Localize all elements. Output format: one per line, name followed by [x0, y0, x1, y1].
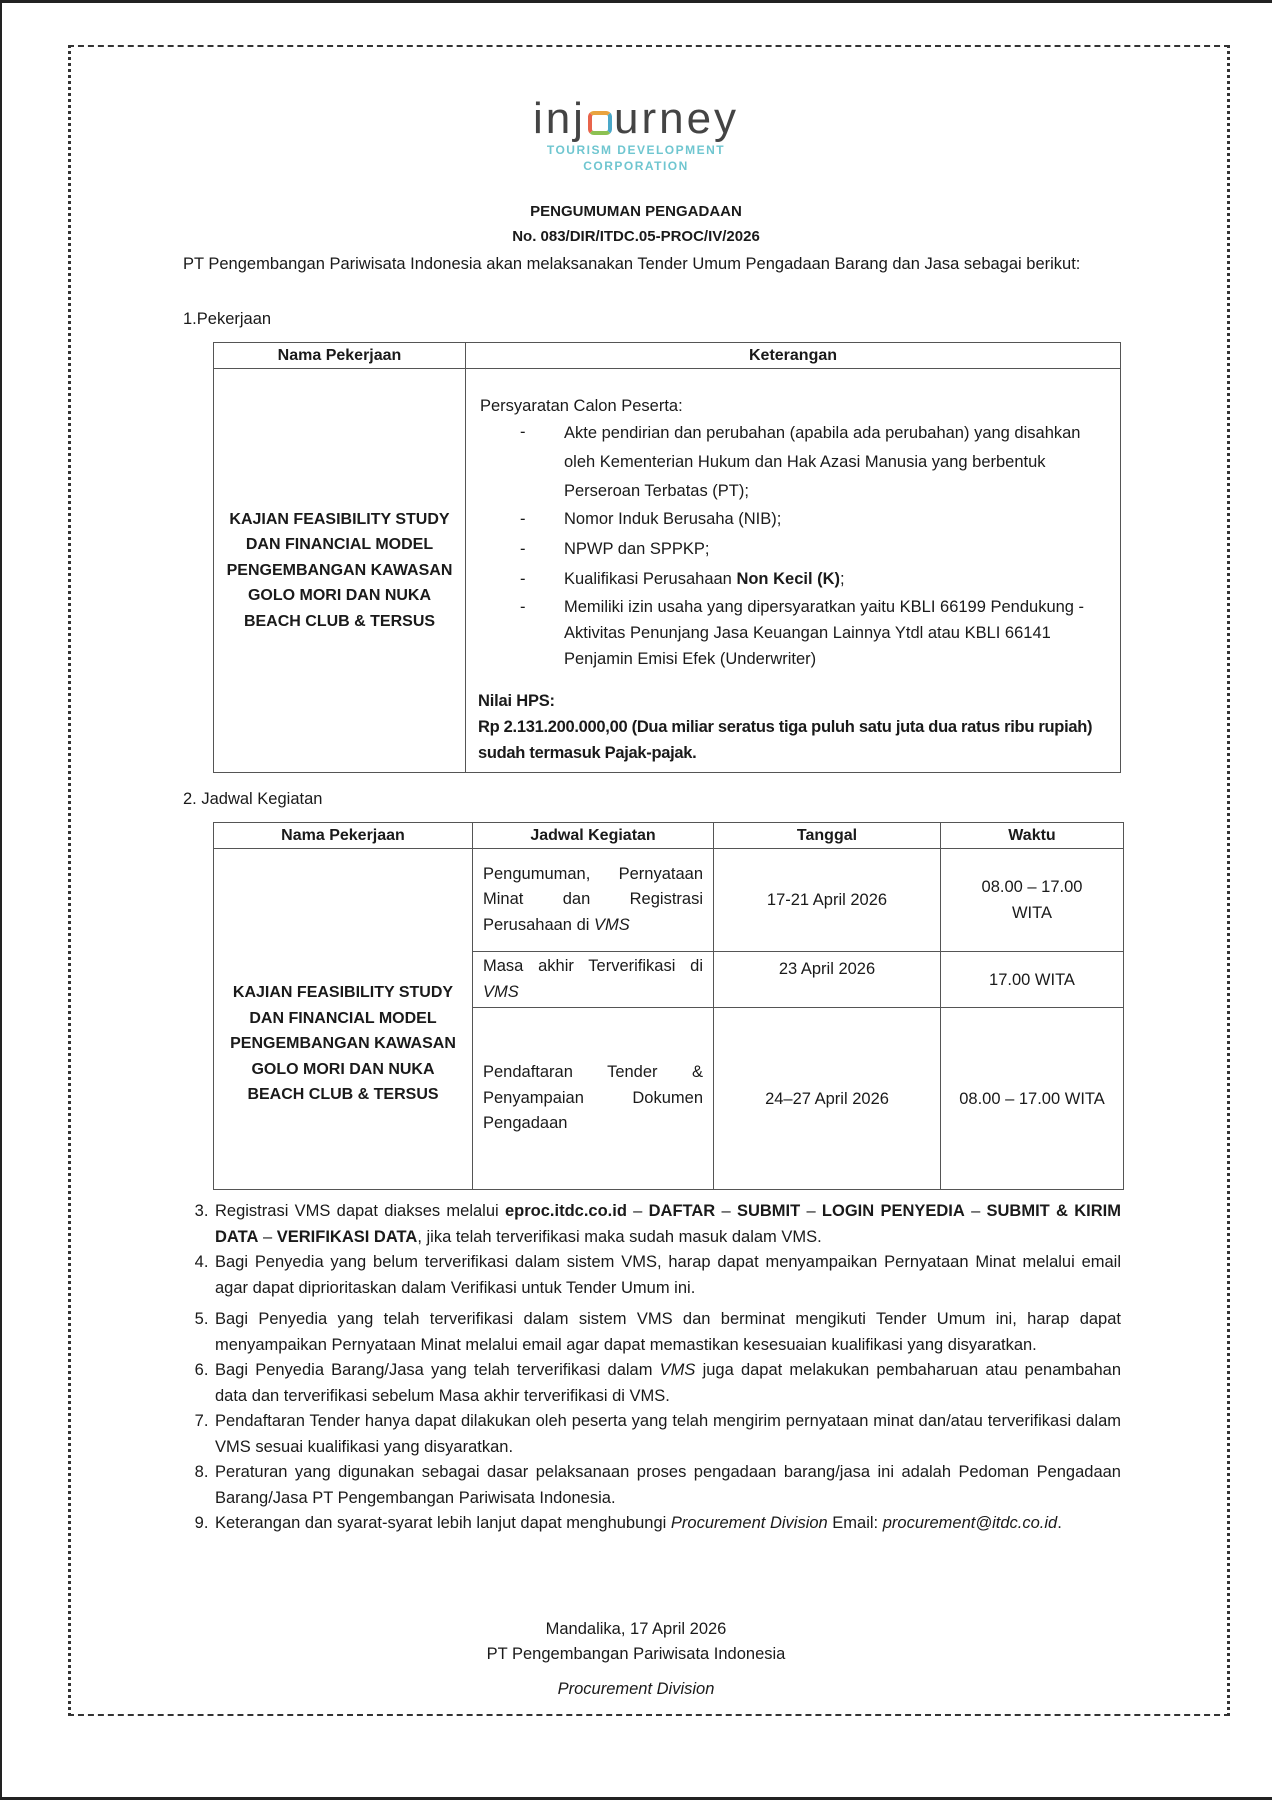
- activity: [473, 1008, 714, 1190]
- logo-subtitle-1: TOURISM DEVELOPMENT: [546, 143, 726, 157]
- date: 17-21 April 2026: [714, 849, 941, 952]
- signature-division: Procurement Division: [557, 1680, 715, 1698]
- requirement-item: [478, 566, 1108, 592]
- hps-label: Nilai HPS:: [478, 692, 555, 710]
- separator: –: [715, 1202, 737, 1220]
- requirement-item: [478, 594, 1108, 672]
- note-text: Keterangan dan syarat-syarat lebih lanjut dapat menghubungi: [215, 1514, 671, 1532]
- job-name: KAJIAN FEASIBILITY STUDY DAN FINANCIAL MODEL PENGEMBANGAN KAWASAN GOLO MORI DAN NUKA BEACH CLUB & TERSUS: [214, 369, 466, 773]
- requirements-heading: Persyaratan Calon Peserta:: [480, 397, 683, 415]
- bullet: -: [520, 423, 526, 441]
- note-text: Email:: [827, 1514, 883, 1532]
- activity-text: Masa akhir Terverifikasi di: [483, 957, 703, 975]
- logo-ring-icon: [588, 111, 612, 135]
- step-verifikasi: VERIFIKASI DATA: [276, 1227, 418, 1246]
- activity-vms: VMS: [483, 982, 519, 1001]
- header-waktu: Waktu: [941, 823, 1124, 849]
- notes-list: [183, 1199, 1121, 1537]
- header-keterangan: Keterangan: [466, 343, 1121, 369]
- note-4: 4. Bagi Penyedia yang belum terverifikasi dalam sistem VMS, harap dapat menyampaikan Pernyataan Minat melalui email agar dapat diprioritaskan dalam Verifikasi untuk Tender Umum ini.: [213, 1250, 1121, 1301]
- logo-wordmark-end: urney: [613, 94, 740, 143]
- date: 23 April 2026: [714, 952, 941, 1008]
- qualification-suffix: ;: [840, 570, 845, 588]
- activity: [473, 849, 714, 952]
- requirement-item: [478, 536, 1108, 562]
- qualification-value: Non Kecil (K): [736, 570, 841, 588]
- separator: –: [800, 1202, 822, 1220]
- activity-text: Pendaftaran Tender & Penyampaian Dokumen Pengadaan: [483, 1063, 703, 1133]
- note-text: , jika telah terverifikasi maka sudah masuk dalam VMS.: [417, 1227, 822, 1246]
- job-details: [466, 369, 1121, 773]
- separator: –: [258, 1227, 277, 1246]
- signature-place-date: Mandalika, 17 April 2026: [545, 1620, 727, 1638]
- header-nama-pekerjaan: Nama Pekerjaan: [214, 343, 466, 369]
- separator: –: [626, 1202, 649, 1220]
- logo-wordmark: [0, 96, 1272, 142]
- work-table: [213, 342, 1121, 773]
- note-3: [213, 1199, 1121, 1250]
- requirement-item: [478, 419, 1108, 506]
- separator: –: [964, 1202, 987, 1220]
- qualification-label: Kualifikasi Perusahaan: [564, 570, 737, 588]
- logo-wordmark-start: inj: [532, 94, 586, 143]
- bullet: -: [520, 510, 526, 528]
- note-7: 7. Pendaftaran Tender hanya dapat dilakukan oleh peserta yang telah mengirim pernyataan minat dan/atau terverifikasi dalam VMS sesuai kualifikasi yang disyaratkan.: [213, 1409, 1121, 1460]
- logo-subtitle-2: CORPORATION: [583, 159, 689, 173]
- note-text: juga dapat melakukan pembaharuan atau penambahan data dan terverifikasi sebelum Masa akhir terverifikasi di VMS.: [215, 1361, 1122, 1405]
- step-daftar: DAFTAR: [648, 1202, 716, 1220]
- intro-paragraph: PT Pengembangan Pariwisata Indonesia akan melaksanakan Tender Umum Pengadaan Barang dan Jasa sebagai berikut:: [183, 255, 1081, 273]
- procurement-email[interactable]: procurement@itdc.co.id: [882, 1514, 1058, 1532]
- signature-company: PT Pengembangan Pariwisata Indonesia: [486, 1645, 786, 1663]
- section-1-label: 1.Pekerjaan: [183, 310, 272, 328]
- activity: [473, 952, 714, 1008]
- note-8: 8. Peraturan yang digunakan sebagai dasar pelaksanaan proses pengadaan barang/jasa ini adalah Pedoman Pengadaan Barang/Jasa PT Pengembangan Pariwisata Indonesia.: [213, 1460, 1121, 1511]
- document-number: No. 083/DIR/ITDC.05-PROC/IV/2026: [512, 228, 760, 245]
- step-submit: SUBMIT: [736, 1202, 801, 1220]
- job-name: KAJIAN FEASIBILITY STUDY DAN FINANCIAL MODEL PENGEMBANGAN KAWASAN GOLO MORI DAN NUKA BEACH CLUB & TERSUS: [214, 849, 473, 1190]
- bullet: -: [520, 570, 526, 588]
- requirement-text: Akte pendirian dan perubahan (apabila ada perubahan) yang disahkan oleh Kementerian Hukum dan Hak Azasi Manusia yang berbentuk Perseroan Terbatas (PT);: [564, 424, 1081, 500]
- requirement-text: Nomor Induk Berusaha (NIB);: [564, 510, 782, 528]
- bullet: -: [520, 540, 526, 558]
- schedule-table-header: [214, 823, 1124, 849]
- requirement-item: [478, 506, 1108, 532]
- note-text: .: [1057, 1514, 1062, 1532]
- eproc-url: eproc.itdc.co.id: [504, 1202, 627, 1220]
- bullet: -: [520, 598, 526, 616]
- requirement-text: NPWP dan SPPKP;: [564, 540, 710, 558]
- time: 08.00 – 17.00 WITA: [941, 1008, 1124, 1190]
- activity-text: Pengumuman, Pernyataan Minat dan Registrasi Perusahaan di: [483, 864, 703, 934]
- document-title: PENGUMUMAN PENGADAAN: [530, 203, 742, 220]
- header-tanggal: Tanggal: [714, 823, 941, 849]
- time: 17.00 WITA: [941, 952, 1124, 1008]
- schedule-table: [213, 822, 1124, 1190]
- date: 24–27 April 2026: [714, 1008, 941, 1190]
- note-text: Registrasi VMS dapat diakses melalui: [215, 1202, 505, 1220]
- requirement-text: [564, 566, 1108, 592]
- step-submit-kirim: SUBMIT & KIRIM DATA: [215, 1202, 1121, 1246]
- schedule-row: [214, 849, 1124, 952]
- requirement-text: Memiliki izin usaha yang dipersyaratkan yaitu KBLI 66199 Pendukung - Aktivitas Penunjang Jasa Keuangan Lainnya Ytdl atau KBLI 66141 Penjamin Emisi Efek (Underwriter): [564, 598, 1085, 668]
- step-login: LOGIN PENYEDIA: [821, 1202, 965, 1220]
- activity-vms: VMS: [594, 915, 630, 934]
- work-table-row: [214, 369, 1121, 773]
- note-text: Bagi Penyedia Barang/Jasa yang telah terverifikasi dalam: [215, 1361, 660, 1379]
- work-table-header: [214, 343, 1121, 369]
- hps-value: Rp 2.131.200.000,00 (Dua miliar seratus tiga puluh satu juta dua ratus ribu rupiah) sudah termasuk Pajak-pajak.: [478, 718, 1093, 762]
- vms-italic: VMS: [659, 1361, 696, 1379]
- note-6: [213, 1358, 1121, 1409]
- procurement-division: Procurement Division: [670, 1514, 828, 1532]
- note-9: [213, 1511, 1121, 1537]
- company-logo: [0, 96, 1272, 174]
- note-5: 5. Bagi Penyedia yang telah terverifikasi dalam sistem VMS dan berminat mengikuti Tender Umum ini, harap dapat menyampaikan Pernyataan Minat melalui email agar dapat memastikan kesesuaian kualifikasi yang disyaratkan.: [213, 1307, 1121, 1358]
- header-nama-pekerjaan: Nama Pekerjaan: [214, 823, 473, 849]
- time: 08.00 – 17.00 WITA: [941, 849, 1124, 952]
- section-2-label: 2. Jadwal Kegiatan: [183, 790, 323, 808]
- header-jadwal-kegiatan: Jadwal Kegiatan: [473, 823, 714, 849]
